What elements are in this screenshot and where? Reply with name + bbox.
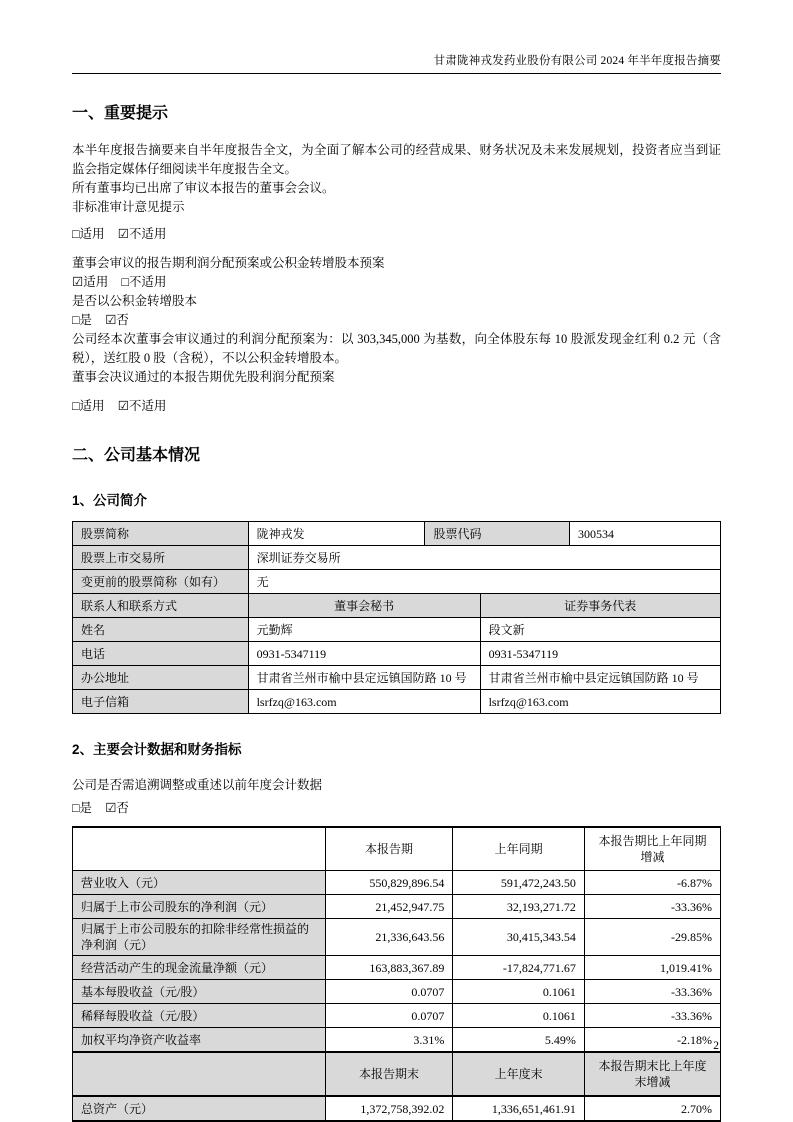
table-cell: 加权平均净资产收益率	[73, 1028, 326, 1053]
table-cell: 元勤辉	[248, 618, 480, 642]
table-cell: 深圳证券交易所	[248, 546, 720, 570]
table-cell: 1,019.41%	[584, 956, 720, 980]
company-info-table	[72, 521, 721, 714]
table-row	[73, 1096, 721, 1121]
financial-restatement-note: 公司是否需追溯调整或重述以前年度会计数据	[72, 778, 323, 792]
table-cell: 营业收入（元）	[73, 871, 326, 895]
table-row	[73, 827, 721, 871]
table-row	[73, 642, 721, 666]
table-row	[73, 1004, 721, 1028]
checkbox-line-capital-reserve	[72, 311, 721, 330]
table-cell: 甘肃省兰州市榆中县定远镇国防路 10 号	[480, 666, 720, 690]
table-cell: 300534	[569, 522, 720, 546]
checkbox-applicable: □适用	[72, 399, 105, 413]
table-cell: lsrfzq@163.com	[480, 690, 720, 714]
checkbox-line-audit-opinion	[72, 225, 721, 244]
table-row	[73, 690, 721, 714]
table-cell: 0.0707	[325, 980, 453, 1004]
page-number: 2	[713, 1040, 719, 1052]
table-cell: 5.49%	[453, 1028, 585, 1053]
notice-paragraph-preferred-shares: 董事会决议通过的本报告期优先股利润分配预案	[72, 370, 335, 384]
table-cell: -33.36%	[584, 980, 720, 1004]
table-cell: 经营活动产生的现金流量净额（元）	[73, 956, 326, 980]
table-cell: 证券事务代表	[480, 594, 720, 618]
table-cell: 甘肃省兰州市榆中县定远镇国防路 10 号	[248, 666, 480, 690]
table-cell: 上年同期	[453, 827, 585, 871]
table-cell: 本报告期末比上年度末增减	[584, 1052, 720, 1096]
table-cell: 姓名	[73, 618, 249, 642]
checkbox-applicable: □适用	[72, 227, 105, 241]
table-row	[73, 871, 721, 895]
table-cell: 3.31%	[325, 1028, 453, 1053]
notice-paragraph-capital-reserve: 是否以公积金转增股本	[72, 294, 198, 308]
table-cell: 本报告期	[325, 827, 453, 871]
table-row	[73, 546, 721, 570]
table-cell: 段文新	[480, 618, 720, 642]
table-cell: 变更前的股票简称（如有）	[73, 570, 249, 594]
section-heading-company-profile: 二、公司基本情况	[72, 447, 201, 464]
table-row	[73, 1028, 721, 1053]
table-cell: 陇神戎发	[248, 522, 425, 546]
table-cell: 稀释每股收益（元/股）	[73, 1004, 326, 1028]
checkbox-not-applicable-unchecked: □不适用	[121, 275, 167, 289]
table-row	[73, 1052, 721, 1096]
table-cell: 550,829,896.54	[325, 871, 453, 895]
table-cell: -2.18%	[584, 1028, 720, 1053]
financial-indicators-table	[72, 826, 721, 1122]
table-cell: 1,372,758,392.02	[325, 1096, 453, 1121]
table-cell: 21,452,947.75	[325, 895, 453, 919]
table-cell: 基本每股收益（元/股）	[73, 980, 326, 1004]
table-cell: -33.36%	[584, 1004, 720, 1028]
table-cell: -17,824,771.67	[453, 956, 585, 980]
table-row	[73, 594, 721, 618]
table-cell: 0.1061	[453, 980, 585, 1004]
notice-paragraph-summary: 本半年度报告摘要来自半年度报告全文，为全面了解本公司的经营成果、财务状况及未来发展规划，投资者应当到证监会指定媒体仔细阅读半年度报告全文。	[72, 143, 721, 176]
table-cell: lsrfzq@163.com	[248, 690, 480, 714]
table-row	[73, 666, 721, 690]
checkbox-not-applicable: ☑不适用	[117, 399, 167, 413]
subsection-heading-financial-indicators: 2、主要会计数据和财务指标	[72, 742, 242, 757]
checkbox-line-restatement	[72, 799, 721, 818]
table-cell: -33.36%	[584, 895, 720, 919]
table-cell: 无	[248, 570, 720, 594]
notice-paragraph-directors: 所有董事均已出席了审议本报告的董事会会议。	[72, 181, 335, 195]
table-cell: 股票简称	[73, 522, 249, 546]
table-row	[73, 956, 721, 980]
table-cell: 本报告期末	[325, 1052, 453, 1096]
table-cell: 163,883,367.89	[325, 956, 453, 980]
table-row	[73, 919, 721, 956]
table-cell: 591,472,243.50	[453, 871, 585, 895]
checkbox-line-profit-plan	[72, 273, 721, 292]
table-row	[73, 522, 721, 546]
notice-paragraph-audit-opinion: 非标准审计意见提示	[72, 200, 185, 214]
table-cell: -6.87%	[584, 871, 720, 895]
table-cell: 1,336,651,461.91	[453, 1096, 585, 1121]
notice-paragraph-block	[72, 141, 721, 217]
table-cell: 归属于上市公司股东的净利润（元）	[73, 895, 326, 919]
notice-paragraph-dividend-detail: 公司经本次董事会审议通过的利润分配预案为：以 303,345,000 为基数，向全体股东每 10 股派发现金红利 0.2 元（含税），送红股 0 股（含税），不以公积金转增股本。	[72, 332, 721, 365]
table-cell: 股票上市交易所	[73, 546, 249, 570]
checkbox-no-checked: ☑否	[105, 313, 129, 327]
table-cell: 联系人和联系方式	[73, 594, 249, 618]
table-cell	[73, 1052, 326, 1096]
table-cell: 21,336,643.56	[325, 919, 453, 956]
table-cell: 股票代码	[425, 522, 570, 546]
checkbox-applicable-checked: ☑适用	[72, 275, 109, 289]
table-cell: 办公地址	[73, 666, 249, 690]
table-row	[73, 980, 721, 1004]
table-cell: 2.70%	[584, 1096, 720, 1121]
table-cell: 30,415,343.54	[453, 919, 585, 956]
checkbox-no-checked: ☑否	[105, 801, 129, 815]
financial-note-block	[72, 776, 721, 795]
table-cell: 电话	[73, 642, 249, 666]
notice-paragraph-profit-plan: 董事会审议的报告期利润分配预案或公积金转增股本预案	[72, 256, 385, 270]
table-cell: 0931-5347119	[480, 642, 720, 666]
table-cell	[73, 827, 326, 871]
table-cell: 0.0707	[325, 1004, 453, 1028]
checkbox-yes: □是	[72, 313, 93, 327]
table-cell: 上年度末	[453, 1052, 585, 1096]
subsection-heading-company-intro: 1、公司简介	[72, 493, 148, 508]
table-row	[73, 618, 721, 642]
table-cell: 董事会秘书	[248, 594, 480, 618]
table-cell: 0931-5347119	[248, 642, 480, 666]
checkbox-not-applicable: ☑不适用	[117, 227, 167, 241]
table-cell: 电子信箱	[73, 690, 249, 714]
table-cell: -29.85%	[584, 919, 720, 956]
table-cell: 0.1061	[453, 1004, 585, 1028]
table-cell: 本报告期比上年同期增减	[584, 827, 720, 871]
table-cell: 32,193,271.72	[453, 895, 585, 919]
checkbox-yes: □是	[72, 801, 93, 815]
table-row	[73, 895, 721, 919]
checkbox-line-preferred-shares	[72, 397, 721, 416]
section-heading-important-notice: 一、重要提示	[72, 105, 169, 122]
table-cell: 归属于上市公司股东的扣除非经常性损益的净利润（元）	[73, 919, 326, 956]
table-row	[73, 570, 721, 594]
table-cell: 总资产（元）	[73, 1096, 326, 1121]
document-header-title: 甘肃陇神戎发药业股份有限公司 2024 年半年度报告摘要	[72, 52, 721, 74]
